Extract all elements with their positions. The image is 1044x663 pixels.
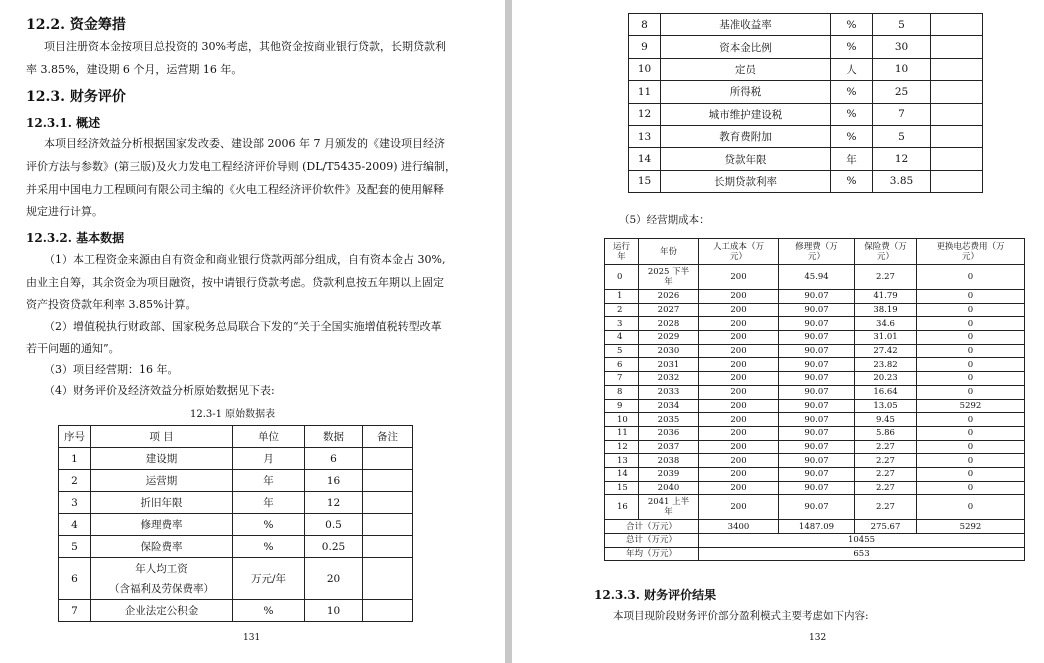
table-row (605, 426, 1025, 440)
cell: % (233, 600, 305, 622)
cell (931, 170, 983, 192)
left-page (0, 0, 505, 663)
cell: 9 (629, 36, 661, 58)
table-row (59, 448, 413, 470)
cell: 2035 (639, 413, 699, 427)
cell: 0 (917, 358, 1025, 372)
cell: 200 (699, 440, 779, 454)
table-row (629, 103, 983, 125)
cell: 2025 下半年 (639, 265, 699, 290)
paragraph-line: 项目注册资本金按项目总投资的 30%考虑，其他资金按商业银行贷款，长期贷款利 (44, 40, 446, 53)
right-page (512, 0, 1044, 663)
cell: 0.25 (305, 536, 363, 558)
cell-line: 元） (807, 251, 825, 262)
cell-line: 运行 (612, 241, 630, 252)
table-row (59, 536, 413, 558)
table-row (59, 558, 413, 600)
cell: 0 (917, 426, 1025, 440)
cell: 0 (917, 495, 1025, 520)
cell: 企业法定公积金 (91, 600, 233, 622)
cell: 200 (699, 467, 779, 481)
cell: 23.82 (855, 358, 917, 372)
cell: 90.07 (779, 454, 855, 468)
table-row (605, 399, 1025, 413)
cell: 2032 (639, 372, 699, 386)
cell: 年 (233, 492, 305, 514)
paragraph-line: 并采用中国电力工程顾问有限公司主编的《火电工程经济评价软件》及配套的使用解释 (26, 183, 444, 196)
cell: % (233, 536, 305, 558)
cell: 200 (699, 290, 779, 304)
cell: 9.45 (855, 413, 917, 427)
cell: 200 (699, 344, 779, 358)
cell: 13 (629, 125, 661, 147)
cell: 13 (605, 454, 639, 468)
cell: 万元/年 (233, 558, 305, 600)
table-row (605, 265, 1025, 290)
raw-data-table-continued (628, 13, 983, 193)
cell-line: 保险费（万 (864, 241, 907, 252)
cell: 11 (605, 426, 639, 440)
paragraph-line: （1）本工程资金来源由自有资金和商业银行贷款两部分组成，自有资本金占 30%, (44, 253, 446, 266)
cell: 2 (59, 470, 91, 492)
cell: 教育费附加 (661, 125, 831, 147)
cell (931, 103, 983, 125)
cell: 2036 (639, 426, 699, 440)
cell: 90.07 (779, 413, 855, 427)
cell: 34.6 (855, 317, 917, 331)
cell: 折旧年限 (91, 492, 233, 514)
cell-line: 年 (617, 251, 626, 262)
total-row (605, 534, 1025, 548)
cell: 2040 (639, 481, 699, 495)
cell: 保险费率 (91, 536, 233, 558)
cell: 3.85 (873, 170, 931, 192)
cell: 0 (917, 372, 1025, 386)
cell (931, 81, 983, 103)
table-row (629, 170, 983, 192)
cell: 2030 (639, 344, 699, 358)
cell: 6 (59, 558, 91, 600)
cell: 6 (305, 448, 363, 470)
header-cell (605, 239, 639, 265)
cell: 2034 (639, 399, 699, 413)
cell: 200 (699, 399, 779, 413)
page-number: 132 (809, 633, 827, 643)
cell: 2031 (639, 358, 699, 372)
table-row (605, 481, 1025, 495)
cell: 2.27 (855, 265, 917, 290)
cell-line: 元） (961, 251, 979, 262)
cell: 90.07 (779, 303, 855, 317)
cell: 8 (605, 385, 639, 399)
cell: 10 (629, 58, 661, 80)
cell: 200 (699, 495, 779, 520)
paragraph-line: 资产投资贷款年利率 3.85%计算。 (26, 298, 197, 311)
header-cell: 序号 (59, 426, 91, 448)
cell: 9 (605, 399, 639, 413)
cell: 90.07 (779, 481, 855, 495)
cell: 1487.09 (779, 520, 855, 534)
cell: % (233, 514, 305, 536)
table-row (629, 81, 983, 103)
cell: 200 (699, 358, 779, 372)
annual-row (605, 547, 1025, 561)
cell: 45.94 (779, 265, 855, 290)
cell: 1 (59, 448, 91, 470)
cell: 2039 (639, 467, 699, 481)
cell (931, 14, 983, 36)
cell-line: 元） (729, 251, 747, 262)
cell: 200 (699, 481, 779, 495)
raw-data-table (58, 425, 413, 622)
cell: 200 (699, 303, 779, 317)
cell: 200 (699, 331, 779, 345)
table-row (59, 470, 413, 492)
subsection-heading-12-3-2: 12.3.2. 基本数据 (26, 231, 125, 245)
header-cell (917, 239, 1025, 265)
table-row (605, 454, 1025, 468)
cell: 3 (605, 317, 639, 331)
cell: 城市维护建设税 (661, 103, 831, 125)
cell (931, 148, 983, 170)
paragraph-line: 率 3.85%，建设期 6 个月，运营期 16 年。 (26, 63, 243, 76)
cell: 0 (917, 467, 1025, 481)
cost-intro: （5）经营期成本： (619, 214, 710, 226)
cell: 人 (831, 58, 873, 80)
cell: 2026 (639, 290, 699, 304)
cell: 总计（万元） (605, 534, 699, 548)
cell (363, 470, 413, 492)
cell: 2.27 (855, 495, 917, 520)
cell: 14 (605, 467, 639, 481)
operating-cost-table (604, 238, 1025, 561)
subsection-heading-12-3-3: 12.3.3. 财务评价结果 (594, 588, 717, 602)
cell: 13.05 (855, 399, 917, 413)
cell: 0 (917, 413, 1025, 427)
cell: 12 (305, 492, 363, 514)
cell: 4 (605, 331, 639, 345)
cell: 12 (873, 148, 931, 170)
cell: 修理费率 (91, 514, 233, 536)
header-cell (855, 239, 917, 265)
cell: 2033 (639, 385, 699, 399)
cell: 200 (699, 426, 779, 440)
paragraph-line: 若干问题的通知”。 (26, 342, 120, 355)
cell: 41.79 (855, 290, 917, 304)
table-row (605, 413, 1025, 427)
table-header-row (605, 239, 1025, 265)
cell: 0 (917, 290, 1025, 304)
table-row (605, 385, 1025, 399)
table-row (629, 36, 983, 58)
cell: 10 (873, 58, 931, 80)
cell: % (831, 103, 873, 125)
table-row (605, 344, 1025, 358)
cell: 年 (233, 470, 305, 492)
header-cell: 项 目 (91, 426, 233, 448)
cell (931, 125, 983, 147)
cell-line: 人工成本（万 (712, 241, 764, 252)
sum-row (605, 520, 1025, 534)
cell: 31.01 (855, 331, 917, 345)
table-row (605, 290, 1025, 304)
header-cell: 备注 (363, 426, 413, 448)
section-heading-12-2: 12.2. 资金筹措 (26, 17, 126, 33)
page-gap (505, 0, 512, 663)
paragraph-line: （2）增值税执行财政部、国家税务总局联合下发的“关于全国实施增值税转型改革 (44, 320, 442, 333)
cell: 38.19 (855, 303, 917, 317)
cell: 1 (605, 290, 639, 304)
cell: 12 (629, 103, 661, 125)
cell: 27.42 (855, 344, 917, 358)
cell: 2.27 (855, 481, 917, 495)
cell: 2027 (639, 303, 699, 317)
cell: 0 (605, 265, 639, 290)
table-row (605, 331, 1025, 345)
cell: 4 (59, 514, 91, 536)
cell: 16.64 (855, 385, 917, 399)
cell: 5 (59, 536, 91, 558)
cell: 0 (917, 265, 1025, 290)
cell (363, 492, 413, 514)
cell-line: （含福利及劳保费率） (109, 582, 214, 595)
header-cell (779, 239, 855, 265)
cell: 200 (699, 385, 779, 399)
cell: 0 (917, 385, 1025, 399)
cell: 6 (605, 358, 639, 372)
cell: 运营期 (91, 470, 233, 492)
cell: 5292 (917, 399, 1025, 413)
cell: 7 (59, 600, 91, 622)
cell: 10 (305, 600, 363, 622)
cell: 所得税 (661, 81, 831, 103)
cell: 275.67 (855, 520, 917, 534)
cell: 0 (917, 317, 1025, 331)
cell (363, 514, 413, 536)
cell: 7 (605, 372, 639, 386)
cell: 0 (917, 303, 1025, 317)
table-row (59, 492, 413, 514)
cell: 25 (873, 81, 931, 103)
cell: 基准收益率 (661, 14, 831, 36)
table-row (629, 58, 983, 80)
cell: 15 (605, 481, 639, 495)
table-row (59, 514, 413, 536)
cell: % (831, 14, 873, 36)
cell: 200 (699, 265, 779, 290)
cell: 15 (629, 170, 661, 192)
cell-line: 修理费（万 (795, 241, 838, 252)
subsection-heading-12-3-1: 12.3.1. 概述 (26, 116, 101, 130)
cell: 200 (699, 413, 779, 427)
cell: % (831, 125, 873, 147)
header-cell: 年份 (639, 239, 699, 265)
cell: 3 (59, 492, 91, 514)
cell: 3400 (699, 520, 779, 534)
cell (363, 558, 413, 600)
cell: 12 (605, 440, 639, 454)
cell: 90.07 (779, 317, 855, 331)
table-row (605, 317, 1025, 331)
cell: 长期贷款利率 (661, 170, 831, 192)
cell (363, 600, 413, 622)
cell: 2028 (639, 317, 699, 331)
cell: 90.07 (779, 290, 855, 304)
paragraph-line: 评价方法与参数》(第三版)及火力发电工程经济评价导则 (DL/T5435-2009) 进行编制， (26, 160, 457, 173)
cell: 11 (629, 81, 661, 103)
cell: 20.23 (855, 372, 917, 386)
cell: 建设期 (91, 448, 233, 470)
paragraph-line: 本项目现阶段财务评价部分盈利模式主要考虑如下内容: (613, 610, 869, 622)
table-row (605, 303, 1025, 317)
cell-line: 元） (876, 251, 894, 262)
cell: 90.07 (779, 440, 855, 454)
cell: 2038 (639, 454, 699, 468)
paragraph-line: 本项目经济效益分析根据国家发改委、建设部 2006 年 7 月颁发的《建设项目经济 (44, 137, 445, 150)
cost-table-body (605, 265, 1025, 520)
cell: 0 (917, 454, 1025, 468)
paragraph-line: （3）项目经营期：16 年。 (44, 363, 179, 376)
cell: 90.07 (779, 331, 855, 345)
cell: 653 (699, 547, 1025, 561)
table-row (605, 467, 1025, 481)
table-caption: 12.3-1 原始数据表 (190, 409, 276, 420)
cell: 14 (629, 148, 661, 170)
cell-line: 更换电芯费用（万 (936, 241, 1005, 252)
page-number: 131 (243, 633, 261, 643)
cell: 16 (605, 495, 639, 520)
header-cell: 数据 (305, 426, 363, 448)
cell: 合计（万元） (605, 520, 699, 534)
table-row (605, 440, 1025, 454)
table-row (59, 600, 413, 622)
cell: 8 (629, 14, 661, 36)
cell: 90.07 (779, 426, 855, 440)
cell: 年 (831, 148, 873, 170)
cell: 月 (233, 448, 305, 470)
cell (91, 558, 233, 600)
cell: 定员 (661, 58, 831, 80)
table-row (629, 125, 983, 147)
cell: 90.07 (779, 467, 855, 481)
table-header-row (59, 426, 413, 448)
cell: 7 (873, 103, 931, 125)
cell: 2 (605, 303, 639, 317)
cell: 0 (917, 331, 1025, 345)
table-row (629, 14, 983, 36)
cell: 0 (917, 440, 1025, 454)
cell: 200 (699, 454, 779, 468)
cell: 200 (699, 317, 779, 331)
cell: % (831, 81, 873, 103)
cell: 资本金比例 (661, 36, 831, 58)
cell: 90.07 (779, 385, 855, 399)
header-cell: 单位 (233, 426, 305, 448)
paragraph-line: 规定进行计算。 (26, 205, 103, 218)
cell: 0.5 (305, 514, 363, 536)
table-row (605, 358, 1025, 372)
cell: 90.07 (779, 495, 855, 520)
cell: % (831, 170, 873, 192)
cell: 2041 上半年 (639, 495, 699, 520)
cell: 16 (305, 470, 363, 492)
cell: 10 (605, 413, 639, 427)
cell: 年均（万元） (605, 547, 699, 561)
cell (931, 36, 983, 58)
table-row (605, 495, 1025, 520)
paragraph-line: （4）财务评价及经济效益分析原始数据见下表: (44, 384, 275, 397)
cell: 2029 (639, 331, 699, 345)
table-row (605, 372, 1025, 386)
cell: 贷款年限 (661, 148, 831, 170)
cell: 2.27 (855, 440, 917, 454)
cell (363, 536, 413, 558)
cell: 0 (917, 481, 1025, 495)
cell: 90.07 (779, 372, 855, 386)
cell: 2.27 (855, 454, 917, 468)
section-heading-12-3: 12.3. 财务评价 (26, 89, 126, 105)
cell (931, 58, 983, 80)
paragraph-line: 由业主自筹，其余资金为项目融资，按中请银行贷款考虑。贷款利息按五年期以上固定 (26, 276, 444, 289)
cell: 30 (873, 36, 931, 58)
cell: 5 (873, 14, 931, 36)
table-row (629, 148, 983, 170)
cell: % (831, 36, 873, 58)
cell: 5.86 (855, 426, 917, 440)
cell: 5 (873, 125, 931, 147)
cell: 0 (917, 344, 1025, 358)
cell: 90.07 (779, 344, 855, 358)
cell: 2.27 (855, 467, 917, 481)
header-cell (699, 239, 779, 265)
cell: 10455 (699, 534, 1025, 548)
cell: 5 (605, 344, 639, 358)
cell: 2037 (639, 440, 699, 454)
cell (363, 448, 413, 470)
cell: 200 (699, 372, 779, 386)
cell: 5292 (917, 520, 1025, 534)
cell: 90.07 (779, 358, 855, 372)
cell: 90.07 (779, 399, 855, 413)
cell: 20 (305, 558, 363, 600)
cell-line: 年人均工资 (135, 562, 188, 575)
